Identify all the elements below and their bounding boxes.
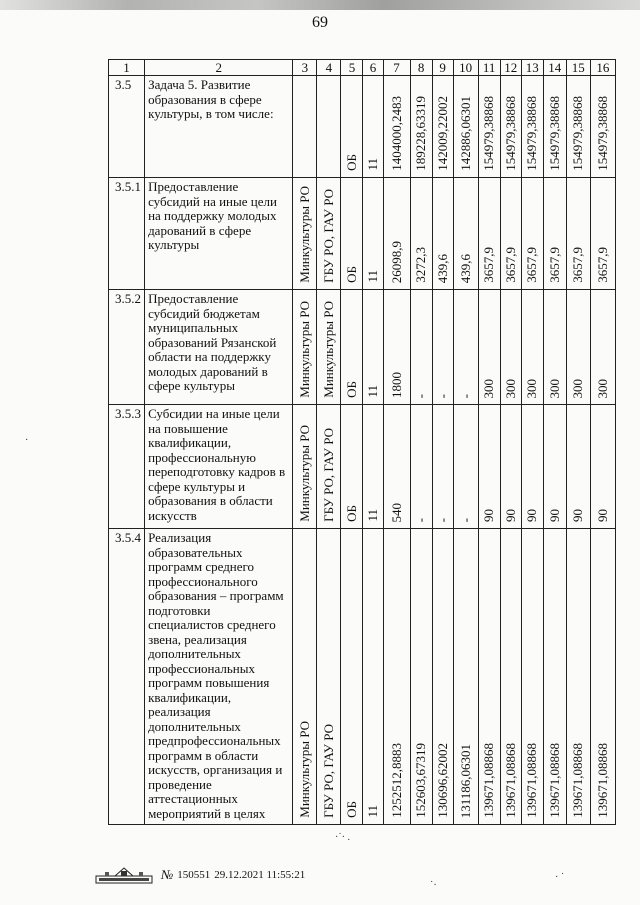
funding-value bbox=[478, 290, 500, 405]
funding-value bbox=[432, 529, 453, 825]
program-code-text: 11 bbox=[364, 385, 380, 398]
empty-value-text: - bbox=[413, 517, 429, 522]
header-row bbox=[109, 60, 616, 76]
funding-value bbox=[590, 529, 615, 825]
funding-value bbox=[410, 529, 432, 825]
funding-value bbox=[543, 405, 566, 529]
funding-value bbox=[453, 76, 478, 178]
funding-value bbox=[500, 178, 521, 290]
funding-value bbox=[432, 178, 453, 290]
funding-value-text: 154979,38868 bbox=[481, 96, 497, 171]
funding-value-text: 154979,38868 bbox=[570, 96, 586, 171]
table-row bbox=[109, 290, 616, 405]
row-code: 3.5.4 bbox=[109, 529, 145, 825]
funding-value-text: 300 bbox=[570, 378, 586, 398]
empty-value bbox=[453, 290, 478, 405]
funding-value bbox=[590, 290, 615, 405]
funding-value bbox=[521, 76, 543, 178]
empty-value bbox=[453, 405, 478, 529]
header-cell: 7 bbox=[383, 60, 410, 76]
funding-value-text: 3657,9 bbox=[594, 247, 610, 283]
empty-value-text: - bbox=[457, 517, 473, 522]
header-cell: 11 bbox=[478, 60, 500, 76]
funding-value bbox=[521, 529, 543, 825]
empty-value-text: - bbox=[434, 393, 450, 398]
funding-value bbox=[566, 178, 590, 290]
funding-value-text: 139671,08868 bbox=[546, 743, 562, 818]
empty-value-text: - bbox=[457, 393, 473, 398]
funding-value-text: 540 bbox=[388, 502, 404, 522]
funding-value-text: 3657,9 bbox=[524, 247, 540, 283]
responsible-executor-text: Минкультуры РО bbox=[296, 186, 312, 283]
empty-value bbox=[432, 290, 453, 405]
header-cell: 2 bbox=[145, 60, 293, 76]
responsible-executor bbox=[293, 76, 317, 178]
empty-value bbox=[410, 290, 432, 405]
funding-source-text: ОБ bbox=[343, 266, 359, 283]
row-code: 3.5 bbox=[109, 76, 145, 178]
header-cell: 10 bbox=[453, 60, 478, 76]
program-code bbox=[363, 76, 383, 178]
row-name: Реализация образовательных программ среднего профессионального образования – программ подготовки специалистов среднего звена, реализация дополнительных профессиональных программ повышения квалификации, реализация дополнительных предпрофессиональных программ в области искусств, организация и проведение аттестационных мероприятий в целях bbox=[145, 529, 293, 825]
funding-value-text: 154979,38868 bbox=[546, 96, 562, 171]
funding-value-text: 3657,9 bbox=[481, 247, 497, 283]
page-number: 69 bbox=[312, 14, 328, 31]
funding-value bbox=[383, 529, 410, 825]
program-code bbox=[363, 529, 383, 825]
funding-value-text: 154979,38868 bbox=[594, 96, 610, 171]
program-code bbox=[363, 178, 383, 290]
funding-value bbox=[500, 76, 521, 178]
funding-value-text: 142886,06301 bbox=[457, 96, 473, 171]
funding-value-text: 1404000,2483 bbox=[388, 96, 404, 171]
number-symbol: № bbox=[161, 867, 174, 882]
funding-value-text: 131186,06301 bbox=[457, 743, 473, 818]
funding-value-text: 139671,08868 bbox=[481, 743, 497, 818]
funding-value bbox=[453, 529, 478, 825]
funding-value bbox=[478, 405, 500, 529]
funding-value-text: 300 bbox=[481, 378, 497, 398]
funding-value bbox=[543, 290, 566, 405]
empty-value bbox=[410, 405, 432, 529]
funding-source-text: ОБ bbox=[343, 154, 359, 171]
funding-value-text: 139671,08868 bbox=[570, 743, 586, 818]
program-code-text: 11 bbox=[364, 158, 380, 171]
funding-value-text: 139671,08868 bbox=[524, 743, 540, 818]
funding-value bbox=[478, 178, 500, 290]
funding-value-text: 300 bbox=[594, 378, 610, 398]
header-cell: 16 bbox=[590, 60, 615, 76]
responsible-executor-text: Минкультуры РО bbox=[296, 425, 312, 522]
funding-value-text: 439,6 bbox=[434, 253, 450, 283]
scan-speck: ˙· bbox=[430, 880, 437, 891]
empty-value-text: - bbox=[413, 393, 429, 398]
responsible-executor bbox=[293, 529, 317, 825]
header-cell: 13 bbox=[521, 60, 543, 76]
header-cell: 6 bbox=[363, 60, 383, 76]
funding-value bbox=[410, 76, 432, 178]
funding-value bbox=[383, 405, 410, 529]
funding-value-text: 300 bbox=[502, 378, 518, 398]
funding-source-text: ОБ bbox=[343, 505, 359, 522]
header-cell: 5 bbox=[341, 60, 363, 76]
co-executor bbox=[317, 178, 341, 290]
funding-value bbox=[543, 178, 566, 290]
funding-value bbox=[566, 76, 590, 178]
funding-value bbox=[478, 529, 500, 825]
co-executor-text: ГБУ РО, ГАУ РО bbox=[320, 428, 336, 522]
funding-value-text: 154979,38868 bbox=[502, 96, 518, 171]
scan-speck: · bbox=[25, 435, 29, 446]
funding-value bbox=[521, 290, 543, 405]
funding-value-text: 130696,62002 bbox=[434, 743, 450, 818]
funding-value-text: 90 bbox=[570, 509, 586, 522]
doc-number: 150551 bbox=[177, 869, 211, 881]
funding-value-text: 90 bbox=[502, 509, 518, 522]
table-row bbox=[109, 529, 616, 825]
funding-value-text: 1800 bbox=[388, 372, 404, 398]
funding-source-text: ОБ bbox=[343, 801, 359, 818]
funding-value bbox=[383, 290, 410, 405]
funding-value-text: 90 bbox=[524, 509, 540, 522]
header-cell: 15 bbox=[566, 60, 590, 76]
responsible-executor bbox=[293, 290, 317, 405]
funding-value bbox=[566, 290, 590, 405]
funding-value bbox=[500, 529, 521, 825]
funding-value-text: 139671,08868 bbox=[594, 743, 610, 818]
funding-value-text: 1252512,8883 bbox=[388, 743, 404, 818]
funding-source bbox=[341, 529, 363, 825]
row-code: 3.5.2 bbox=[109, 290, 145, 405]
co-executor bbox=[317, 405, 341, 529]
program-code-text: 11 bbox=[364, 509, 380, 522]
empty-value bbox=[432, 405, 453, 529]
co-executor-text: ГБУ РО, ГАУ РО bbox=[320, 189, 336, 283]
funding-value-text: 139671,08868 bbox=[502, 743, 518, 818]
co-executor bbox=[317, 529, 341, 825]
funding-value-text: 152603,67319 bbox=[413, 743, 429, 818]
funding-value bbox=[500, 290, 521, 405]
scan-speck: · ˙ bbox=[555, 872, 565, 883]
funding-value-text: 189228,63319 bbox=[413, 96, 429, 171]
funding-value-text: 90 bbox=[481, 509, 497, 522]
funding-source bbox=[341, 405, 363, 529]
scan-top-edge bbox=[0, 0, 640, 10]
table-row bbox=[109, 178, 616, 290]
header-cell: 3 bbox=[293, 60, 317, 76]
funding-value bbox=[566, 405, 590, 529]
program-code bbox=[363, 405, 383, 529]
doc-datetime: 29.12.2021 11:55:21 bbox=[214, 869, 306, 881]
funding-source bbox=[341, 76, 363, 178]
table-row bbox=[109, 76, 616, 178]
funding-source bbox=[341, 290, 363, 405]
funding-value-text: 3657,9 bbox=[570, 247, 586, 283]
funding-value bbox=[590, 76, 615, 178]
row-code: 3.5.3 bbox=[109, 405, 145, 529]
funding-value-text: 3272,3 bbox=[413, 247, 429, 283]
funding-value-text: 26098,9 bbox=[388, 240, 404, 283]
budget-table bbox=[108, 59, 616, 825]
row-code: 3.5.1 bbox=[109, 178, 145, 290]
funding-value bbox=[590, 405, 615, 529]
funding-value bbox=[383, 178, 410, 290]
program-code-text: 11 bbox=[364, 270, 380, 283]
responsible-executor bbox=[293, 178, 317, 290]
funding-value-text: 300 bbox=[546, 378, 562, 398]
program-code-text: 11 bbox=[364, 805, 380, 818]
co-executor-text: Минкультуры РО bbox=[320, 301, 336, 398]
responsible-executor-text: Минкультуры РО bbox=[296, 721, 312, 818]
funding-source bbox=[341, 178, 363, 290]
funding-value bbox=[453, 178, 478, 290]
funding-value-text: 3657,9 bbox=[502, 247, 518, 283]
funding-source-text: ОБ bbox=[343, 381, 359, 398]
table-row bbox=[109, 405, 616, 529]
header-cell: 1 bbox=[109, 60, 145, 76]
funding-value-text: 154979,38868 bbox=[524, 96, 540, 171]
funding-value bbox=[566, 529, 590, 825]
funding-value bbox=[543, 529, 566, 825]
funding-value bbox=[410, 178, 432, 290]
funding-value bbox=[383, 76, 410, 178]
funding-value bbox=[521, 178, 543, 290]
funding-value-text: 439,6 bbox=[457, 253, 473, 283]
header-cell: 4 bbox=[317, 60, 341, 76]
header-cell: 8 bbox=[410, 60, 432, 76]
co-executor-text: ГБУ РО, ГАУ РО bbox=[320, 724, 336, 818]
empty-value-text: - bbox=[434, 517, 450, 522]
funding-value-text: 3657,9 bbox=[546, 247, 562, 283]
funding-value bbox=[521, 405, 543, 529]
co-executor bbox=[317, 76, 341, 178]
row-name: Субсидии на иные цели на повышение квалификации, профессиональную переподготовку кадров в сфере культуры и образования в области искусств bbox=[145, 405, 293, 529]
co-executor bbox=[317, 290, 341, 405]
row-name: Предоставление субсидий бюджетам муниципальных образований Рязанской области на поддержку молодых дарований в сфере культуры bbox=[145, 290, 293, 405]
funding-value-text: 90 bbox=[594, 509, 610, 522]
funding-value bbox=[590, 178, 615, 290]
funding-value-text: 300 bbox=[524, 378, 540, 398]
funding-value bbox=[478, 76, 500, 178]
header-cell: 12 bbox=[500, 60, 521, 76]
header-cell: 9 bbox=[432, 60, 453, 76]
responsible-executor-text: Минкультуры РО bbox=[296, 301, 312, 398]
funding-value-text: 90 bbox=[546, 509, 562, 522]
header-cell: 14 bbox=[543, 60, 566, 76]
funding-value bbox=[432, 76, 453, 178]
funding-value bbox=[500, 405, 521, 529]
responsible-executor bbox=[293, 405, 317, 529]
program-code bbox=[363, 290, 383, 405]
funding-value-text: 142009,22002 bbox=[434, 96, 450, 171]
scan-speck: ·˙· . bbox=[335, 832, 350, 843]
funding-value bbox=[543, 76, 566, 178]
row-name: Предоставление субсидий на иные цели на поддержку молодых дарований в сфере культуры bbox=[145, 178, 293, 290]
row-name: Задача 5. Развитие образования в сфере культуры, в том числе: bbox=[145, 76, 293, 178]
document-footer bbox=[95, 866, 305, 884]
registry-logo-icon bbox=[95, 866, 153, 884]
